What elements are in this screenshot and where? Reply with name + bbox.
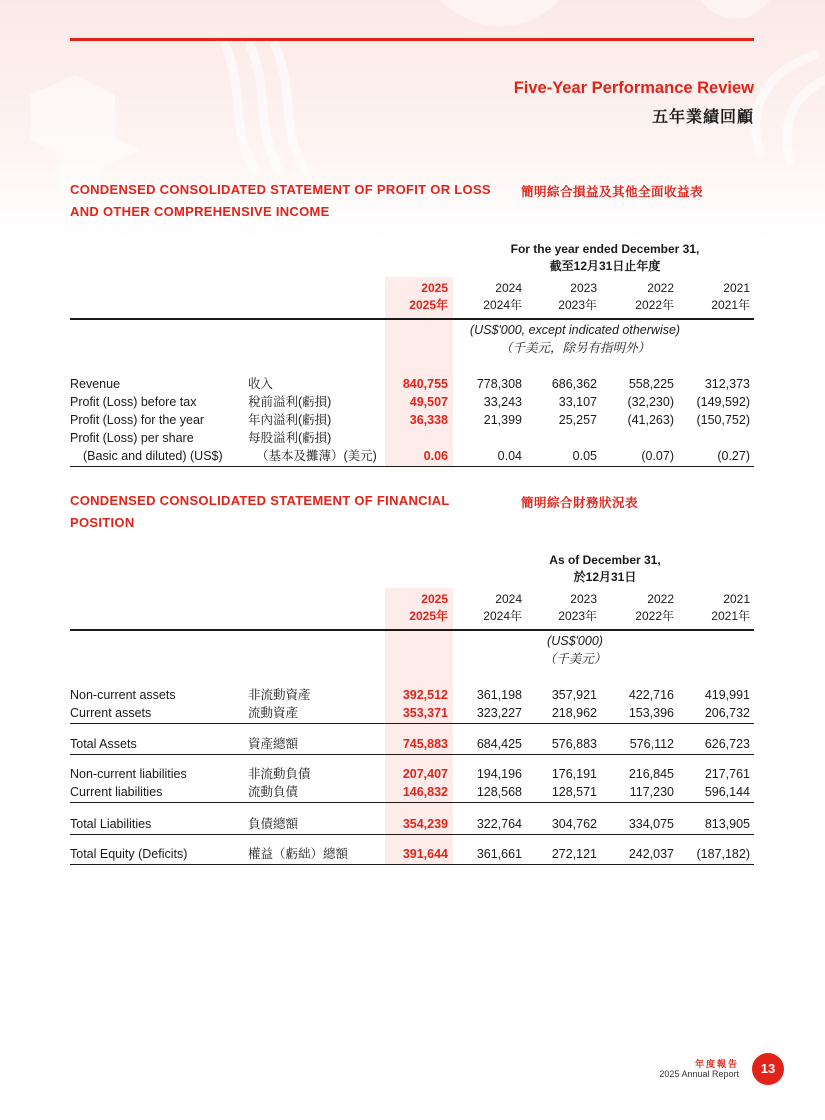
value-2025: 36,338 (409, 413, 448, 427)
page-number-badge: 13 (752, 1053, 784, 1085)
year-header-2022: 2022 (647, 592, 674, 606)
year-header-2025-chinese: 2025年 (409, 298, 448, 312)
value-2023: 218,962 (551, 706, 597, 720)
value-2023: 686,362 (551, 377, 597, 391)
value-2022: 153,396 (628, 706, 674, 720)
row-label: Revenue (70, 377, 121, 391)
table-bottom-rule (70, 864, 754, 865)
row-label-chinese: 稅前溢利(虧損) (248, 395, 332, 409)
value-2021: 312,373 (704, 377, 750, 391)
year-header-2021-chinese: 2021年 (711, 298, 750, 312)
table-row (70, 845, 754, 863)
table-row (70, 735, 754, 753)
value-2025: 353,371 (402, 706, 448, 720)
value-2025: 0.06 (423, 449, 448, 463)
row-label-chinese: 非流動負債 (248, 767, 311, 781)
year-header-2024-chinese: 2024年 (483, 298, 522, 312)
value-2022: 576,112 (629, 737, 674, 751)
table-row (70, 686, 754, 704)
value-2021: 813,905 (704, 817, 750, 831)
value-2023: 0.05 (572, 449, 597, 463)
value-2021: 206,732 (704, 706, 750, 720)
year-header-2025: 2025 (421, 281, 448, 295)
table-row (70, 411, 754, 429)
value-2025: 207,407 (402, 767, 448, 781)
row-label: Profit (Loss) before tax (70, 395, 197, 409)
value-2022: 242,037 (628, 847, 674, 861)
value-2021: (187,182) (696, 847, 750, 861)
row-label: Total Assets (70, 737, 137, 751)
value-2021: 596,144 (704, 785, 750, 799)
year-header-2023-chinese: 2023年 (558, 298, 597, 312)
year-header-2022: 2022 (647, 281, 674, 295)
page-title: Five-Year Performance Review (513, 79, 754, 97)
value-2021: 217,761 (704, 767, 750, 781)
value-2024: 361,198 (476, 688, 522, 702)
row-label-chinese: 年內溢利(虧損) (248, 413, 332, 427)
table-row (70, 393, 754, 411)
unit-note: (US$'000, except indicated otherwise) (469, 323, 681, 337)
unit-note-chinese: （千美元） (543, 652, 607, 666)
year-header-2023: 2023 (570, 281, 597, 295)
value-2023: 304,762 (551, 817, 597, 831)
row-label-chinese: 資產總額 (248, 737, 299, 751)
value-2024: 21,399 (483, 413, 522, 427)
value-2024: 323,227 (476, 706, 522, 720)
value-2024: 778,308 (476, 377, 522, 391)
value-2023: 272,121 (551, 847, 597, 861)
row-label-chinese: 流動資產 (248, 706, 299, 720)
row-label: Non-current liabilities (70, 767, 187, 781)
row-label-chinese: 非流動資產 (248, 688, 311, 702)
value-2021: 626,723 (704, 737, 750, 751)
period-caption-chinese: 於12月31日 (573, 570, 637, 584)
row-label-chinese: 權益（虧絀）總額 (248, 847, 349, 861)
subtotal-rule (70, 723, 754, 724)
total-rule (70, 834, 754, 835)
total-rule (70, 754, 754, 755)
period-caption-chinese: 截至12月31日止年度 (549, 259, 661, 273)
period-caption: For the year ended December 31, (510, 242, 700, 256)
value-2024: 194,196 (476, 767, 522, 781)
unit-note: (US$'000) (547, 634, 603, 648)
year-header-2022-chinese: 2022年 (635, 298, 674, 312)
value-2025: 49,507 (409, 395, 448, 409)
value-2024: 361,661 (476, 847, 522, 861)
value-2023: 357,921 (551, 688, 597, 702)
table-row (70, 429, 754, 447)
value-2022: 117,230 (629, 785, 674, 799)
year-header-2022-chinese: 2022年 (635, 609, 674, 623)
year-header-2024: 2024 (495, 592, 522, 606)
top-rule (70, 38, 754, 41)
year-header-2025: 2025 (421, 592, 448, 606)
table-bottom-rule (70, 466, 754, 467)
value-2022: (32,230) (627, 395, 674, 409)
value-2023: 128,571 (551, 785, 597, 799)
row-label-chinese: （基本及攤薄）(美元) (256, 449, 377, 463)
year-header-2021: 2021 (723, 281, 750, 295)
value-2025: 392,512 (402, 688, 448, 702)
table-row (70, 765, 754, 783)
row-label-chinese: 收入 (248, 377, 274, 391)
value-2023: 25,257 (558, 413, 597, 427)
value-2025: 391,644 (402, 847, 448, 861)
value-2022: 216,845 (628, 767, 674, 781)
year-header-2023-chinese: 2023年 (558, 609, 597, 623)
row-label: Current assets (70, 706, 152, 720)
row-label: Total Equity (Deficits) (70, 847, 188, 861)
row-label: Profit (Loss) for the year (70, 413, 205, 427)
footer-report-label: 2025 Annual Report (659, 1069, 739, 1079)
page-title-chinese: 五年業績回顧 (651, 109, 754, 126)
value-2021: (150,752) (696, 413, 750, 427)
subtotal-rule (70, 802, 754, 803)
value-2024: 0.04 (497, 449, 522, 463)
value-2021: (149,592) (696, 395, 750, 409)
table-row (70, 704, 754, 722)
value-2025: 840,755 (402, 377, 448, 391)
row-label-chinese: 負債總額 (248, 817, 299, 831)
value-2024: 33,243 (483, 395, 522, 409)
value-2021: (0.27) (717, 449, 750, 463)
period-caption: As of December 31, (549, 553, 661, 567)
year-header-2025-chinese: 2025年 (409, 609, 448, 623)
value-2025: 745,883 (402, 737, 448, 751)
section-title-financial-position-chinese: 簡明綜合財務狀況表 (521, 496, 639, 510)
table-row (70, 783, 754, 801)
value-2022: 558,225 (628, 377, 674, 391)
value-2024: 684,425 (476, 737, 522, 751)
section-title-profit-loss-chinese: 簡明綜合損益及其他全面收益表 (521, 185, 704, 199)
row-label: Total Liabilities (70, 817, 152, 831)
value-2023: 176,191 (551, 767, 597, 781)
row-label-chinese: 流動負債 (248, 785, 299, 799)
row-label: Current liabilities (70, 785, 163, 799)
footer-report-label-chinese: 年度報告 (694, 1059, 739, 1069)
value-2022: 334,075 (628, 817, 674, 831)
value-2022: 422,716 (628, 688, 674, 702)
value-2024: 322,764 (476, 817, 522, 831)
header-rule (70, 629, 754, 631)
row-label: (Basic and diluted) (US$) (83, 449, 223, 463)
value-2023: 33,107 (558, 395, 597, 409)
value-2022: (0.07) (641, 449, 674, 463)
table-row (70, 375, 754, 393)
value-2025: 354,239 (402, 817, 448, 831)
row-label: Non-current assets (70, 688, 176, 702)
year-header-2021: 2021 (723, 592, 750, 606)
year-header-2024-chinese: 2024年 (483, 609, 522, 623)
section-title-financial-position: CONDENSED CONSOLIDATED STATEMENT OF FINANCIAL POSITION (70, 493, 450, 530)
year-header-2021-chinese: 2021年 (711, 609, 750, 623)
table-row (70, 815, 754, 833)
value-2024: 128,568 (476, 785, 522, 799)
value-2025: 146,832 (402, 785, 448, 799)
header-rule (70, 318, 754, 320)
year-header-2024: 2024 (495, 281, 522, 295)
row-label-chinese: 每股溢利(虧損) (248, 431, 332, 445)
value-2022: (41,263) (627, 413, 674, 427)
unit-note-chinese: （千美元，除另有指明外） (499, 341, 650, 355)
value-2021: 419,991 (704, 688, 750, 702)
table-row (70, 447, 754, 465)
value-2023: 576,883 (551, 737, 597, 751)
row-label: Profit (Loss) per share (70, 431, 194, 445)
section-title-profit-loss: CONDENSED CONSOLIDATED STATEMENT OF PROFIT OR LOSS AND OTHER COMPREHENSIVE INCOME (70, 182, 491, 219)
year-header-2023: 2023 (570, 592, 597, 606)
